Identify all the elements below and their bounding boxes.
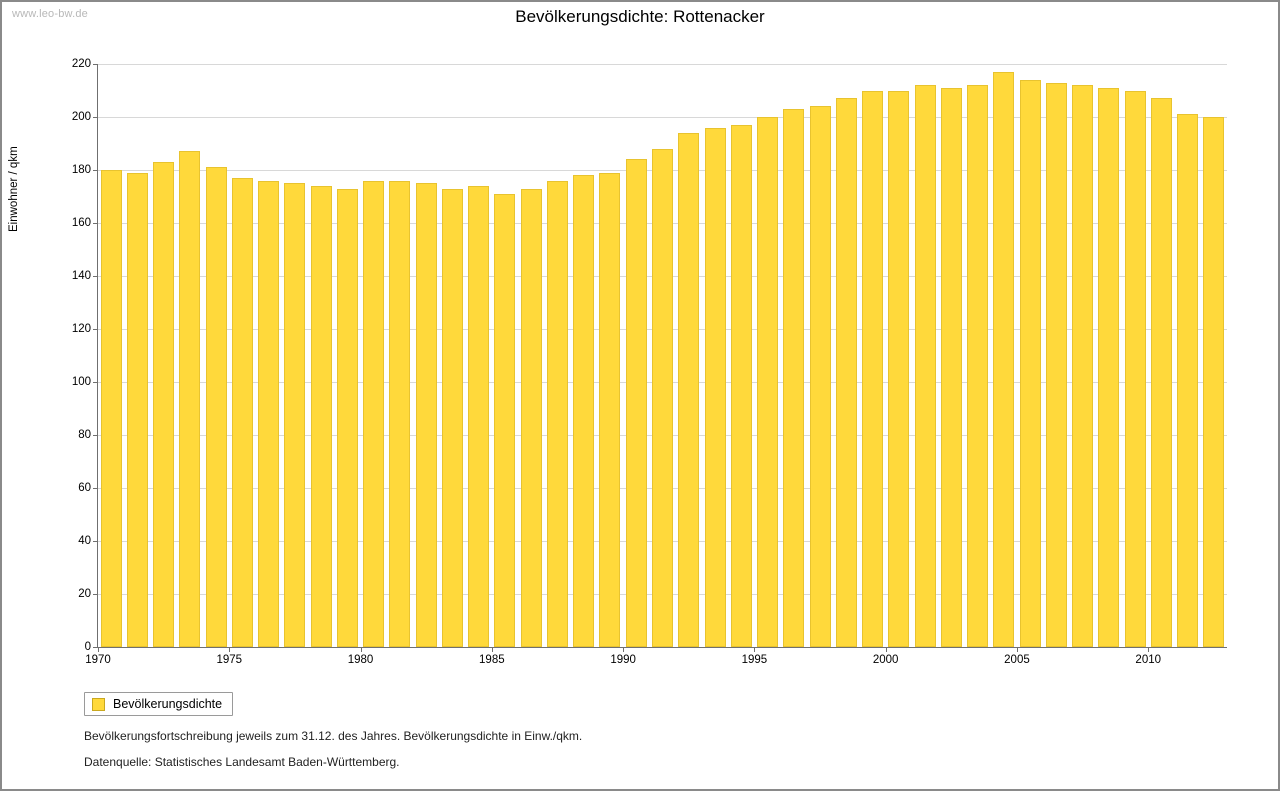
y-tick-label: 60	[78, 482, 91, 494]
y-tick-label: 180	[71, 164, 91, 176]
bar	[862, 91, 883, 648]
watermark: www.leo-bw.de	[12, 8, 88, 20]
bar	[468, 186, 489, 647]
bar	[206, 167, 227, 647]
bar	[232, 178, 253, 647]
y-axis-label: Einwohner / qkm	[8, 146, 20, 232]
bar	[1125, 91, 1146, 648]
bar	[1151, 98, 1172, 647]
bar	[573, 175, 594, 647]
legend-swatch-icon	[92, 698, 105, 711]
y-tick-label: 40	[78, 535, 91, 547]
y-tick-label: 20	[78, 588, 91, 600]
x-tick-mark	[754, 647, 755, 652]
bar	[179, 151, 200, 647]
bar	[941, 88, 962, 647]
bar	[1020, 80, 1041, 647]
x-tick-mark	[229, 647, 230, 652]
footnote-source: Datenquelle: Statistisches Landesamt Baden-Württemberg.	[84, 755, 400, 769]
x-tick-label: 1980	[347, 654, 374, 666]
x-tick-mark	[623, 647, 624, 652]
bar	[1098, 88, 1119, 647]
x-tick-mark	[1017, 647, 1018, 652]
bar	[888, 91, 909, 648]
y-tick-label: 120	[71, 323, 91, 335]
x-tick-mark	[1148, 647, 1149, 652]
x-tick-mark	[98, 647, 99, 652]
bar	[389, 181, 410, 647]
bar	[652, 149, 673, 647]
bar	[416, 183, 437, 647]
x-tick-label: 2005	[1004, 654, 1030, 666]
bar	[547, 181, 568, 647]
plot-area	[71, 58, 1227, 666]
legend-label: Bevölkerungsdichte	[113, 697, 223, 711]
bar	[836, 98, 857, 647]
chart-title: Bevölkerungsdichte: Rottenacker	[515, 7, 765, 26]
y-tick-label: 80	[78, 429, 91, 441]
x-tick-label: 1985	[479, 654, 505, 666]
bar	[810, 106, 831, 647]
x-tick-label: 1990	[610, 654, 636, 666]
bar	[1072, 85, 1093, 647]
bar-series	[98, 64, 1227, 647]
x-tick-label: 1975	[216, 654, 243, 666]
bar	[284, 183, 305, 647]
y-tick-label: 160	[71, 217, 91, 229]
x-tick-mark	[886, 647, 887, 652]
bar	[337, 189, 358, 647]
bar	[258, 181, 279, 647]
y-tick-label: 200	[71, 111, 91, 123]
bar	[494, 194, 515, 647]
bar	[967, 85, 988, 647]
bar	[678, 133, 699, 647]
bar	[757, 117, 778, 647]
footnote-description: Bevölkerungsfortschreibung jeweils zum 31.12. des Jahres. Bevölkerungsdichte in Einw./qkm.	[84, 729, 583, 743]
bar	[521, 189, 542, 647]
bar	[731, 125, 752, 647]
bar	[363, 181, 384, 647]
bar	[993, 72, 1014, 647]
x-tick-label: 1995	[741, 654, 768, 666]
bar	[915, 85, 936, 647]
bar	[127, 173, 148, 647]
bar	[626, 159, 647, 647]
x-tick-label: 1970	[85, 654, 111, 666]
bar	[599, 173, 620, 647]
x-tick-label: 2010	[1135, 654, 1162, 666]
y-tick-label: 220	[71, 58, 91, 70]
y-tick-label: 100	[71, 376, 91, 388]
bar	[442, 189, 463, 647]
y-tick-label: 0	[84, 641, 91, 653]
x-tick-label: 2000	[872, 654, 899, 666]
bar	[705, 128, 726, 647]
bar	[1046, 83, 1067, 647]
bar	[153, 162, 174, 647]
bar	[1203, 117, 1224, 647]
bar	[783, 109, 804, 647]
x-tick-mark	[492, 647, 493, 652]
y-tick-label: 140	[71, 270, 91, 282]
bar	[311, 186, 332, 647]
x-tick-mark	[361, 647, 362, 652]
bar	[101, 170, 122, 647]
bar	[1177, 114, 1198, 647]
legend	[84, 692, 233, 716]
